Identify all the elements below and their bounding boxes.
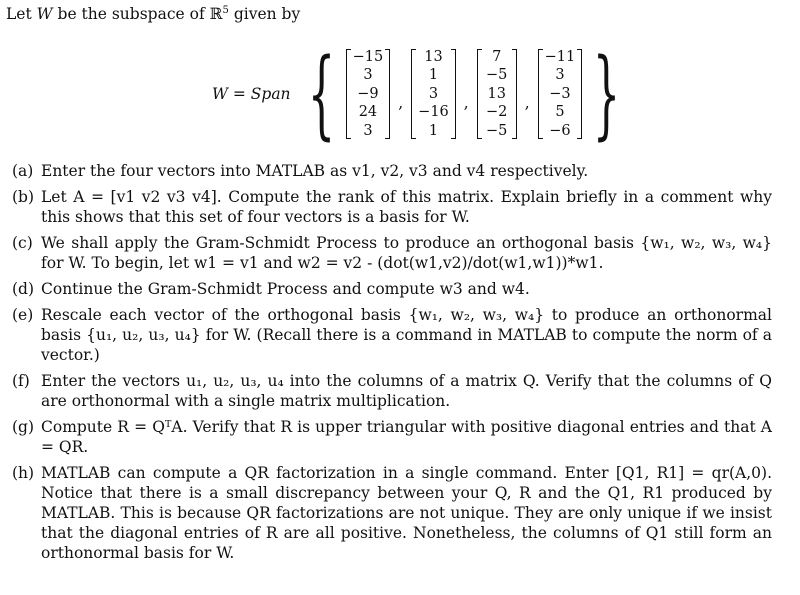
vector-entry: −2 <box>486 104 508 121</box>
vector-entry: −5 <box>486 122 508 139</box>
separator-comma: , <box>524 94 530 112</box>
vector-entry: −3 <box>549 85 571 102</box>
intro-sentence <box>6 5 300 23</box>
part-label: (d) <box>12 280 35 298</box>
intro-text-before: Let <box>6 5 32 24</box>
part-text: Rescale each vector of the orthogonal basis {w₁, w₂, w₃, w₄} to produce an orthonormal basis {u₁, u₂, u₃, u₄} for W. (Recall there is a command in MATLAB to compute the norm of a vector.) <box>41 306 772 364</box>
vector-entry: 1 <box>428 122 439 139</box>
part-d <box>12 279 772 299</box>
intro-exponent: 5 <box>222 5 229 16</box>
vector-entry: −6 <box>549 122 571 139</box>
part-text: MATLAB can compute a QR factorization in a single command. Enter [Q1, R1] = qr(A,0). Notice that there is a small discrepancy between your Q, R and the Q1, R1 produced by MATLAB. This is because QR factorizations are not unique. They are only unique if we insist that the diagonal entries of R are all positive. Nonetheless, the columns of Q1 still form an orthonormal basis for W. <box>41 464 772 562</box>
vector-entry: 24 <box>358 104 378 121</box>
part-text: Continue the Gram-Schmidt Process and compute w3 and w4. <box>41 280 530 298</box>
part-label: (b) <box>12 188 35 206</box>
span-equation <box>212 38 631 150</box>
vector-entry: 13 <box>424 48 443 65</box>
part-text: Compute R = QᵀA. Verify that R is upper triangular with positive diagonal entries and that A = QR. <box>41 418 772 456</box>
part-label: (a) <box>12 162 34 180</box>
part-g <box>12 417 772 457</box>
vector-entry: −5 <box>486 67 508 84</box>
part-c <box>12 233 772 273</box>
separator-comma: , <box>463 94 469 112</box>
part-f <box>12 371 772 411</box>
intro-text-mid: be the subspace of <box>57 5 205 24</box>
vector-entry: −11 <box>544 48 576 65</box>
vector-entry: 1 <box>428 67 439 84</box>
part-label: (g) <box>12 418 35 436</box>
vector-entry: 3 <box>363 67 373 84</box>
vector-entry: 3 <box>555 67 565 84</box>
part-b <box>12 187 772 227</box>
intro-symbol-w: W <box>36 5 53 24</box>
part-text: We shall apply the Gram-Schmidt Process to produce an orthogonal basis {w₁, w₂, w₃, w₄} for W. To begin, let w1 = v1 and w2 = v2 - (dot(w1,v2)/dot(w1,w1))*w1. <box>41 234 772 272</box>
intro-symbol-r: ℝ <box>209 5 223 24</box>
exercise-parts <box>12 161 772 569</box>
intro-text-after: given by <box>233 5 301 24</box>
part-h <box>12 463 772 563</box>
vector-entry: −15 <box>352 48 384 65</box>
part-label: (c) <box>12 234 33 252</box>
part-e <box>12 305 772 365</box>
vector-entry: 3 <box>428 85 439 102</box>
vector-entry: −16 <box>418 104 449 121</box>
part-label: (f) <box>12 372 30 390</box>
vector-1 <box>346 48 391 141</box>
right-brace: } <box>593 38 621 150</box>
vector-4 <box>538 48 583 141</box>
part-text: Let A = [v1 v2 v3 v4]. Compute the rank of this matrix. Explain briefly in a comment why this shows that this set of four vectors is a basis for W. <box>41 188 772 226</box>
vector-entry: 7 <box>492 48 502 65</box>
part-label: (h) <box>12 464 35 482</box>
vector-entry: 3 <box>363 122 373 139</box>
vector-2 <box>411 48 456 141</box>
left-brace: { <box>307 38 335 150</box>
separator-comma: , <box>398 94 404 112</box>
part-a <box>12 161 772 181</box>
vector-3 <box>477 48 517 141</box>
vector-entry: −9 <box>357 85 379 102</box>
part-label: (e) <box>12 306 34 324</box>
span-label: W = Span <box>212 85 291 103</box>
vector-entry: 13 <box>487 85 506 102</box>
part-text: Enter the vectors u₁, u₂, u₃, u₄ into the columns of a matrix Q. Verify that the columns of Q are orthonormal with a single matrix multiplication. <box>41 372 772 410</box>
vector-entry: 5 <box>555 104 565 121</box>
part-text: Enter the four vectors into MATLAB as v1, v2, v3 and v4 respectively. <box>41 162 589 180</box>
